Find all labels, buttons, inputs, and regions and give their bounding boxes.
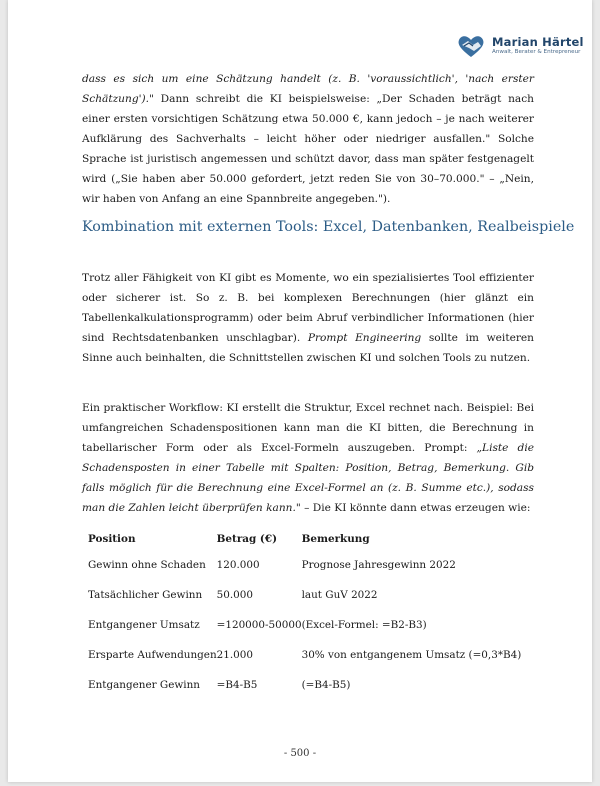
logo-brand-name: Marian Härtel: [492, 35, 584, 49]
paragraph-workflow: [82, 398, 534, 518]
cell-position: Entgangener Umsatz: [88, 619, 200, 631]
document-page: [8, 0, 592, 782]
page-number: - 500 -: [283, 748, 317, 759]
paragraph1-italic: dass es sich um eine Schätzung handelt (z. B. 'voraussichtlich', 'nach erster Schätzung').": [82, 73, 534, 105]
table-row: [88, 580, 521, 610]
paragraph3-text: Ein praktischer Workflow: KI erstellt die Struktur, Excel rechnet nach. Beispiel: Bei umfangreichen Schadenspositionen kann man die KI bitten, die Berechnung in tabellarischer Form oder als Excel-Formeln auszugeben. Prompt:: [82, 402, 534, 454]
cell-remark: 30% von entgangenem Umsatz (=0,3*B4): [301, 649, 522, 661]
paragraph2-text: Trotz aller Fähigkeit von KI gibt es Momente, wo ein spezialisiertes Tool effizienter oder sicherer ist. So z. B. bei komplexen Berechnungen (hier glänzt ein Tabellenkalkulationsprogramm) oder beim Abruf verbindlicher Informationen (hier sind Rechtsdatenbanken unschlagbar).: [82, 272, 534, 344]
paragraph-external-tools: [82, 268, 534, 368]
cell-amount: =120000-50000: [216, 619, 302, 631]
table-row: [88, 550, 521, 580]
logo-tagline: Anwalt, Berater & Entrepreneur: [492, 49, 581, 55]
cell-position: Entgangener Gewinn: [88, 679, 200, 691]
table-header-row: [88, 528, 521, 550]
paragraph3-prompt-italic: „Liste die Schadensposten in einer Tabelle mit Spalten: Position, Betrag, Bemerkung. Gib falls möglich für die Berechnung eine Excel-Formel an (z. B. Summe etc.), sodass man die Zahlen leicht überprüfen kann.": [82, 442, 534, 514]
paragraph-estimate-language: [82, 69, 534, 209]
cell-remark: laut GuV 2022: [301, 589, 378, 601]
paragraph2-tail: sollte im weiteren Sinne auch beinhalten, die Schnittstellen zwischen KI und solchen Tools zu nutzen.: [82, 332, 534, 364]
cell-amount: 21.000: [216, 649, 253, 661]
table-row: [88, 610, 521, 640]
table-row: [88, 670, 521, 700]
cell-position: Ersparte Aufwendungen: [88, 649, 217, 661]
cell-amount: 50.000: [216, 589, 253, 601]
header-logo: [456, 33, 591, 59]
logo-hands-icon: [456, 33, 486, 59]
header-remark: Bemerkung: [301, 533, 370, 545]
cell-position: Gewinn ohne Schaden: [88, 559, 206, 571]
cell-remark: (=B4-B5): [301, 679, 351, 691]
section-heading: Kombination mit externen Tools: Excel, Datenbanken, Realbeispiele: [82, 219, 575, 235]
cell-position: Tatsächlicher Gewinn: [88, 589, 203, 601]
cell-amount: 120.000: [216, 559, 260, 571]
header-amount: Betrag (€): [216, 533, 277, 545]
cell-remark: Prognose Jahresgewinn 2022: [301, 559, 456, 571]
paragraph2-italic: Prompt Engineering: [307, 332, 422, 344]
header-position: Position: [88, 533, 136, 545]
cell-amount: =B4-B5: [216, 679, 258, 691]
paragraph3-tail: – Die KI könnte dann etwas erzeugen wie:: [300, 502, 531, 514]
damages-table: [88, 528, 521, 700]
cell-remark: (Excel-Formel: =B2-B3): [301, 619, 427, 631]
paragraph1-text: Dann schreibt die KI beispielsweise: „Der Schaden beträgt nach einer ersten vorsichtigen Schätzung etwa 50.000 €, kann jedoch – je nach weiterer Aufklärung des Sachverhalts – leicht höher oder niedriger ausfallen." Solche Sprache ist juristisch angemessen und schützt davor, dass man später festgenagelt wird („Sie haben aber 50.000 gefordert, jetzt reden Sie von 30–70.000." – „Nein, wir haben von Anfang an eine Spannbreite angegeben.").: [82, 93, 534, 205]
table-row: [88, 640, 521, 670]
